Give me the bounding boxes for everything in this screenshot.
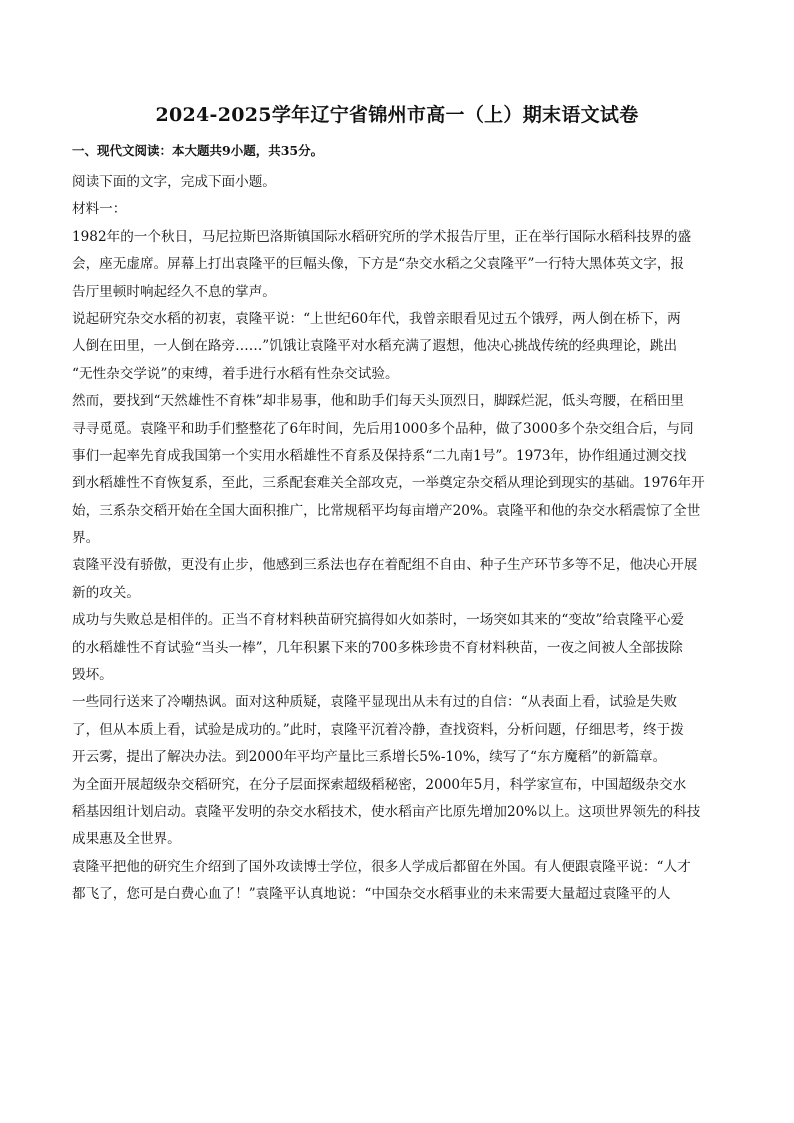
passage-line: 毁坏。 bbox=[72, 667, 113, 684]
page-title: 2024-2025学年辽宁省锦州市高一（上）期末语文试卷 bbox=[155, 104, 639, 126]
passage-line: 告厅里顿时响起经久不息的掌声。 bbox=[72, 283, 276, 300]
passage-line: 人倒在田里，一人倒在路旁……”饥饿让袁隆平对水稻充满了遐想，他决心挑战传统的经典理论，跳出 bbox=[72, 338, 678, 355]
section-heading: 一、现代文阅读：本大题共9小题，共35分。 bbox=[72, 143, 324, 158]
passage-line: 开云雾，提出了解决办法。到2000年平均产量比三系增长5%-10%，续写了“东方魔稻”的新篇章。 bbox=[72, 749, 667, 766]
reading-passage bbox=[72, 169, 722, 909]
passage-line: 始，三系杂交稻开始在全国大面积推广，比常规稻平均每亩增产20%。袁隆平和他的杂交水稻震惊了全世 bbox=[72, 502, 701, 519]
passage-line: 1982年的一个秋日，马尼拉斯巴洛斯镇国际水稻研究所的学术报告厅里，正在举行国际水稻科技界的盛 bbox=[72, 228, 692, 245]
passage-line: 稻基因组计划启动。袁隆平发明的杂交水稻技术，使水稻亩产比原先增加20%以上。这项世界领先的科技 bbox=[72, 803, 701, 820]
passage-line: 袁隆平没有骄傲，更没有止步，他感到三系法也存在着配组不自由、种子生产环节多等不足，他决心开展 bbox=[72, 557, 698, 574]
passage-line: 到水稻雄性不育恢复系，至此，三系配套难关全部攻克，一举奠定杂交稻从理论到现实的基础。1976年开 bbox=[72, 475, 705, 492]
passage-line: 成果惠及全世界。 bbox=[72, 831, 181, 848]
passage-line: 事们一起率先育成我国第一个实用水稻雄性不育系及保持系“二九南1号”。1973年，协作组通过测交找 bbox=[72, 447, 687, 464]
passage-line: 为全面开展超级杂交稻研究，在分子层面探索超级稻秘密，2000年5月，科学家宣布，中国超级杂交水 bbox=[72, 776, 687, 793]
passage-line: 说起研究杂交水稻的初衷，袁隆平说：“上世纪60年代，我曾亲眼看见过五个饿殍，两人倒在桥下，两 bbox=[72, 310, 681, 327]
passage-line: 新的攻关。 bbox=[72, 584, 140, 601]
passage-line: 一些同行送来了冷嘲热讽。面对这种质疑，袁隆平显现出从未有过的自信：“从表面上看，试验是失败 bbox=[72, 694, 678, 711]
passage-line: 寻寻觅觅。袁隆平和助手们整整花了6年时间，先后用1000多个品种，做了3000多个杂交组合后，与同 bbox=[72, 420, 694, 437]
passage-line: 会，座无虚席。屏幕上打出袁隆平的巨幅头像，下方是“杂交水稻之父袁隆平”一行特大黑体英文字，报 bbox=[72, 256, 685, 273]
passage-line: 的水稻雄性不育试验“当头一棒”，几年积累下来的700多株珍贵不育材料秧苗，一夜之间被人全部拔除 bbox=[72, 639, 683, 656]
passage-line: 了，但从本质上看，试验是成功的。”此时，袁隆平沉着冷静，查找资料，分析问题，仔细思考，终于拨 bbox=[72, 721, 684, 738]
passage-line: 界。 bbox=[72, 530, 100, 547]
passage-line: 袁隆平把他的研究生介绍到了国外攻读博士学位，很多人学成后都留在外国。有人便跟袁隆平说：“人才 bbox=[72, 858, 691, 875]
passage-line: 都飞了，您可是白费心血了！”袁隆平认真地说：“中国杂交水稻事业的未来需要大量超过袁隆平的人 bbox=[72, 886, 671, 903]
passage-line: 材料一： bbox=[72, 201, 127, 218]
passage-line: 阅读下面的文字，完成下面小题。 bbox=[72, 174, 276, 190]
passage-line: 然而，要找到“天然雄性不育株”却非易事，他和助手们每天头顶烈日，脚踩烂泥，低头弯腰，在稻田里 bbox=[72, 393, 685, 410]
passage-line: 成功与失败总是相伴的。正当不育材料秧苗研究搞得如火如荼时，一场突如其来的“变故”给袁隆平心爱 bbox=[72, 612, 685, 629]
passage-line: “无性杂交学说”的束缚，着手进行水稻有性杂交试验。 bbox=[72, 365, 399, 382]
